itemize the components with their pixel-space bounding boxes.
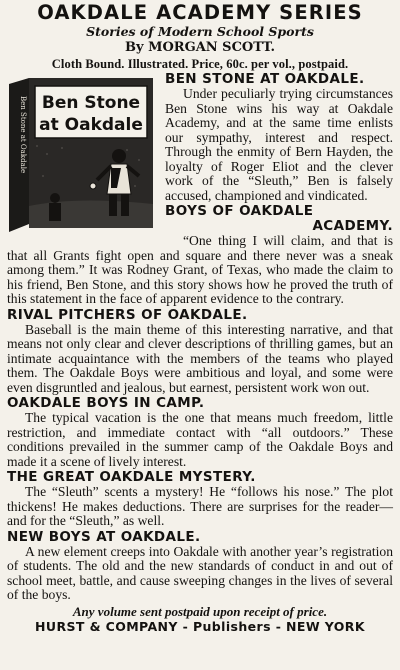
cover-picture (7, 76, 157, 246)
book-title: NEW BOYS AT OAKDALE. (7, 528, 201, 545)
book-cover-illustration (7, 76, 157, 246)
book-title: RIVAL PITCHERS OF OAKDALE. (7, 306, 248, 323)
book-description: Baseball is the main theme of this interesting narrative, and that means not only clear and clever descriptions of thrilling games, but an intimate acquaintance with the members of the teams who played them. The Oakdale Boys were ambitious and loyal, and some were even disgruntled and jealous, but earnest, persistent work won out. (7, 321, 393, 395)
series-title: OAKDALE ACADEMY SERIES (37, 1, 363, 24)
binding-price-line: Cloth Bound. Illustrated. Price, 60c. per vol., postpaid. (51, 57, 349, 71)
series-subtitle: Stories of Modern School Sports (86, 24, 314, 39)
book-description: The “Sleuth” scents a mystery! He “follows his nose.” The plot thickens! He makes deductions. There are surprises for the reader—and for the “Sleuth,” as well. (7, 484, 393, 528)
spine-text: Ben Stone at Oakdale (19, 96, 27, 174)
book-description: Under peculiarly trying circumstances Ben Stone wins his way at Oakdale Academy, and at the same time enlists our sympathy, interest and respect. Through the enmity of Bern Hayden, the loyalty of Roger Eliot and the clever work of the “Sleuth,” Ben is falsely accused, championed and vindicated. (165, 86, 393, 203)
book-title: BOYS OF OAKDALE (165, 203, 314, 219)
book-title: THE GREAT OAKDALE MYSTERY. (7, 469, 256, 485)
book-description: A new element creeps into Oakdale with another year’s registration of students. The old and the new standards of conduct in and out of school meet, battle, and cause sweeping changes in the lives of several of the boys. (7, 543, 393, 602)
book-description: “One thing I will claim, and that is that all Grants fight open and square and there never was a sneak among them.” It was Rodney Grant, of Texas, who made the claim to his friend, Ben Stone, and this story shows how he proved the truth of this statement in the face of apparent evidence to the contrary. (7, 233, 393, 306)
cover-title-line2: at Oakdale (39, 115, 143, 135)
book-description: The typical vacation is the one that means much freedom, little restriction, and immediate contact with “all outdoors.” These conditions prevailed in the summer camp of the Oakdale Boys and made it a scene of lively interest. (7, 410, 393, 469)
book-title: BEN STONE AT OAKDALE. (165, 71, 365, 87)
publisher-line: HURST & COMPANY - Publishers - NEW YORK (35, 618, 365, 634)
cover-title-line1: Ben Stone (41, 93, 141, 113)
book-title: OAKDALE BOYS IN CAMP. (7, 395, 205, 411)
author-line: By MORGAN SCOTT. (125, 40, 275, 55)
book-title-continued: ACADEMY. (312, 218, 393, 234)
postpaid-note: Any volume sent postpaid upon receipt of price. (72, 603, 328, 619)
